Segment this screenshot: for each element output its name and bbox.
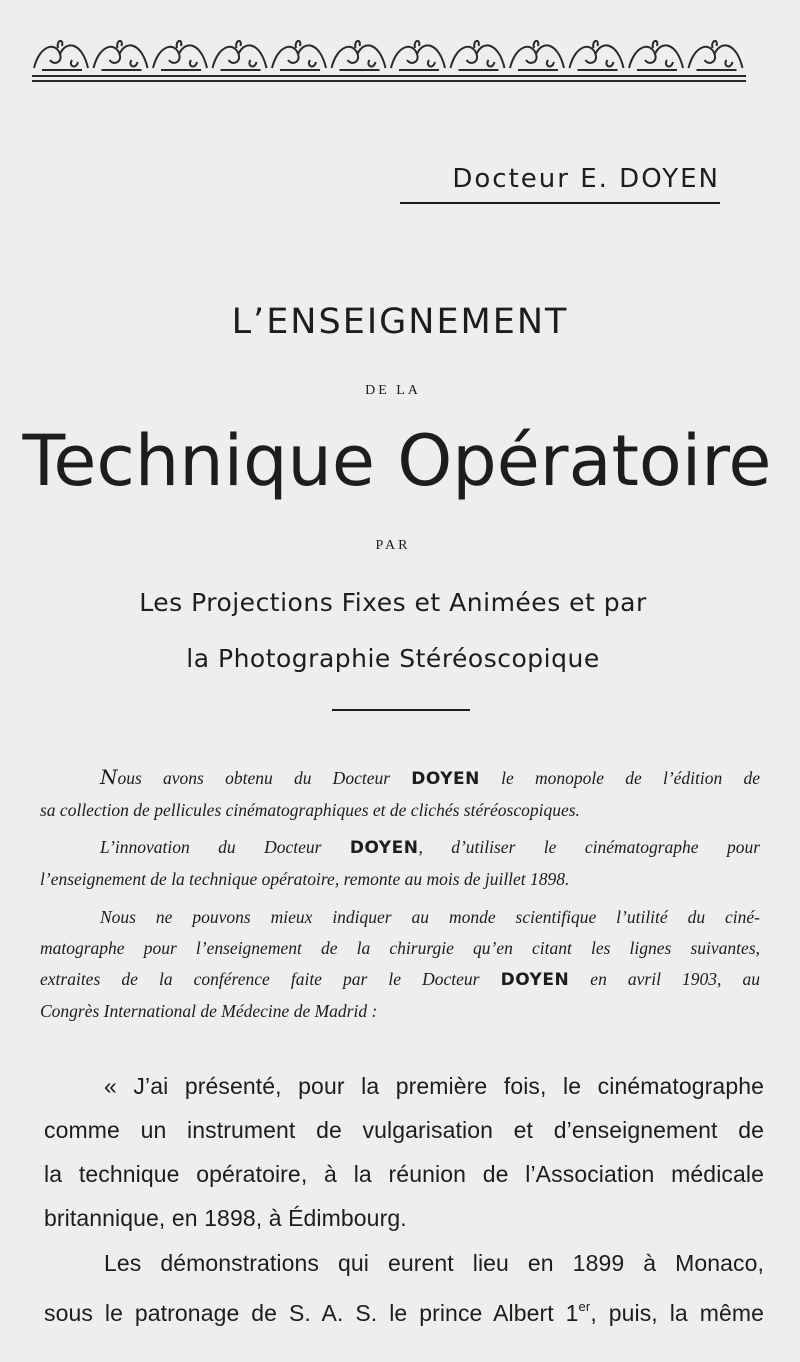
intro-paragraph-1 — [40, 762, 760, 826]
paragraph-line — [40, 933, 760, 964]
text-run: Les démonstrations qui eurent lieu en 1899 à Monaco, — [104, 1250, 764, 1276]
ornament-motif — [94, 45, 148, 70]
title-par: PAR — [375, 538, 411, 553]
drop-cap: N — [100, 765, 118, 789]
ornament-leaf — [58, 41, 63, 48]
author-name-inline: DOYEN — [349, 838, 419, 858]
paragraph-line — [40, 762, 760, 795]
ornament-leaf — [177, 41, 182, 48]
ornament-leaf — [593, 41, 598, 48]
title-line-1: L’ENSEIGNEMENT — [231, 302, 569, 342]
subtitle-line-2: la Photographie Stéréoscopique — [186, 644, 600, 673]
paragraph-line — [44, 1285, 764, 1335]
author-name-inline: DOYEN — [500, 970, 570, 990]
text-run: L’innovation du Docteur — [100, 837, 322, 857]
ornament-motif — [213, 45, 267, 70]
ornament-motif — [34, 45, 88, 70]
ornament-leaf — [355, 41, 360, 48]
text-run: extraites de la conférence faite par le Docteur — [40, 969, 480, 989]
ornament-motif — [451, 45, 505, 70]
text-run: sa collection de pellicules cinématographiques et de clichés stéréoscopiques. — [40, 800, 580, 820]
text-run: , puis, la même — [590, 1300, 764, 1326]
ornament-motif — [332, 45, 386, 70]
text-run: , d’utiliser le cinématographe pour — [418, 837, 761, 857]
ornament-leaf — [236, 41, 241, 48]
text-run: en avril 1903, au — [590, 969, 761, 989]
text-run: « J’ai présenté, pour la première fois, le cinématographe — [104, 1073, 764, 1099]
paragraph-line — [44, 1241, 764, 1285]
paragraph-line — [44, 1064, 764, 1108]
text-run: Nous ne pouvons mieux indiquer au monde scientifique l’utilité du ciné- — [100, 907, 760, 927]
ornament-leaf — [534, 41, 539, 48]
paragraph-line — [40, 832, 760, 864]
subtitle-line-1: Les Projections Fixes et Animées et par — [139, 588, 647, 617]
ornament-motif — [570, 45, 624, 70]
ornament-leaf — [415, 41, 420, 48]
ornament-leaf — [653, 41, 658, 48]
ornament-leaf — [296, 41, 301, 48]
author-underline — [400, 202, 720, 204]
paragraph-line — [40, 902, 760, 933]
title-line-2: DE LA — [365, 383, 421, 398]
intro-paragraph-3 — [40, 902, 760, 1027]
text-run: ous avons obtenu du Docteur — [117, 768, 391, 788]
quote-paragraph-2 — [44, 1241, 764, 1335]
section-divider — [332, 709, 470, 711]
ornamental-border — [32, 34, 746, 86]
ornament-motif — [689, 45, 743, 70]
author-name-inline: DOYEN — [411, 769, 480, 789]
text-run: l’enseignement de la technique opératoire, remonte au mois de juillet 1898. — [40, 869, 570, 889]
ornament-motif — [629, 45, 683, 70]
ornament-motif — [510, 45, 564, 70]
paragraph-line: la technique opératoire, à la réunion de l’Association médicale — [44, 1161, 764, 1187]
ornament-leaf — [474, 41, 479, 48]
text-run: sous le patronage de S. A. S. le prince Albert 1 — [44, 1300, 579, 1326]
superscript: er — [578, 1299, 591, 1314]
main-title: Technique Opératoire — [22, 420, 772, 502]
paragraph-line: britannique, en 1898, à Édimbourg. — [44, 1205, 407, 1231]
intro-paragraph-2 — [40, 832, 760, 895]
paragraph-line: comme un instrument de vulgarisation et d’enseignement de — [44, 1117, 764, 1143]
paragraph-line — [40, 964, 760, 996]
quote-paragraph-1 — [44, 1064, 764, 1240]
ornament-leaf — [117, 41, 122, 48]
text-run: Congrès International de Médecine de Madrid : — [40, 1001, 378, 1021]
text-run: matographe pour l’enseignement de la chirurgie qu’en citant les lignes suivantes, — [40, 938, 760, 958]
ornament-motif — [272, 45, 326, 70]
text-run: le monopole de l’édition de — [501, 768, 760, 788]
ornament-leaf — [712, 41, 717, 48]
ornament-motif — [391, 45, 445, 70]
author-name: Docteur E. DOYEN — [452, 164, 720, 194]
ornament-motif — [153, 45, 207, 70]
